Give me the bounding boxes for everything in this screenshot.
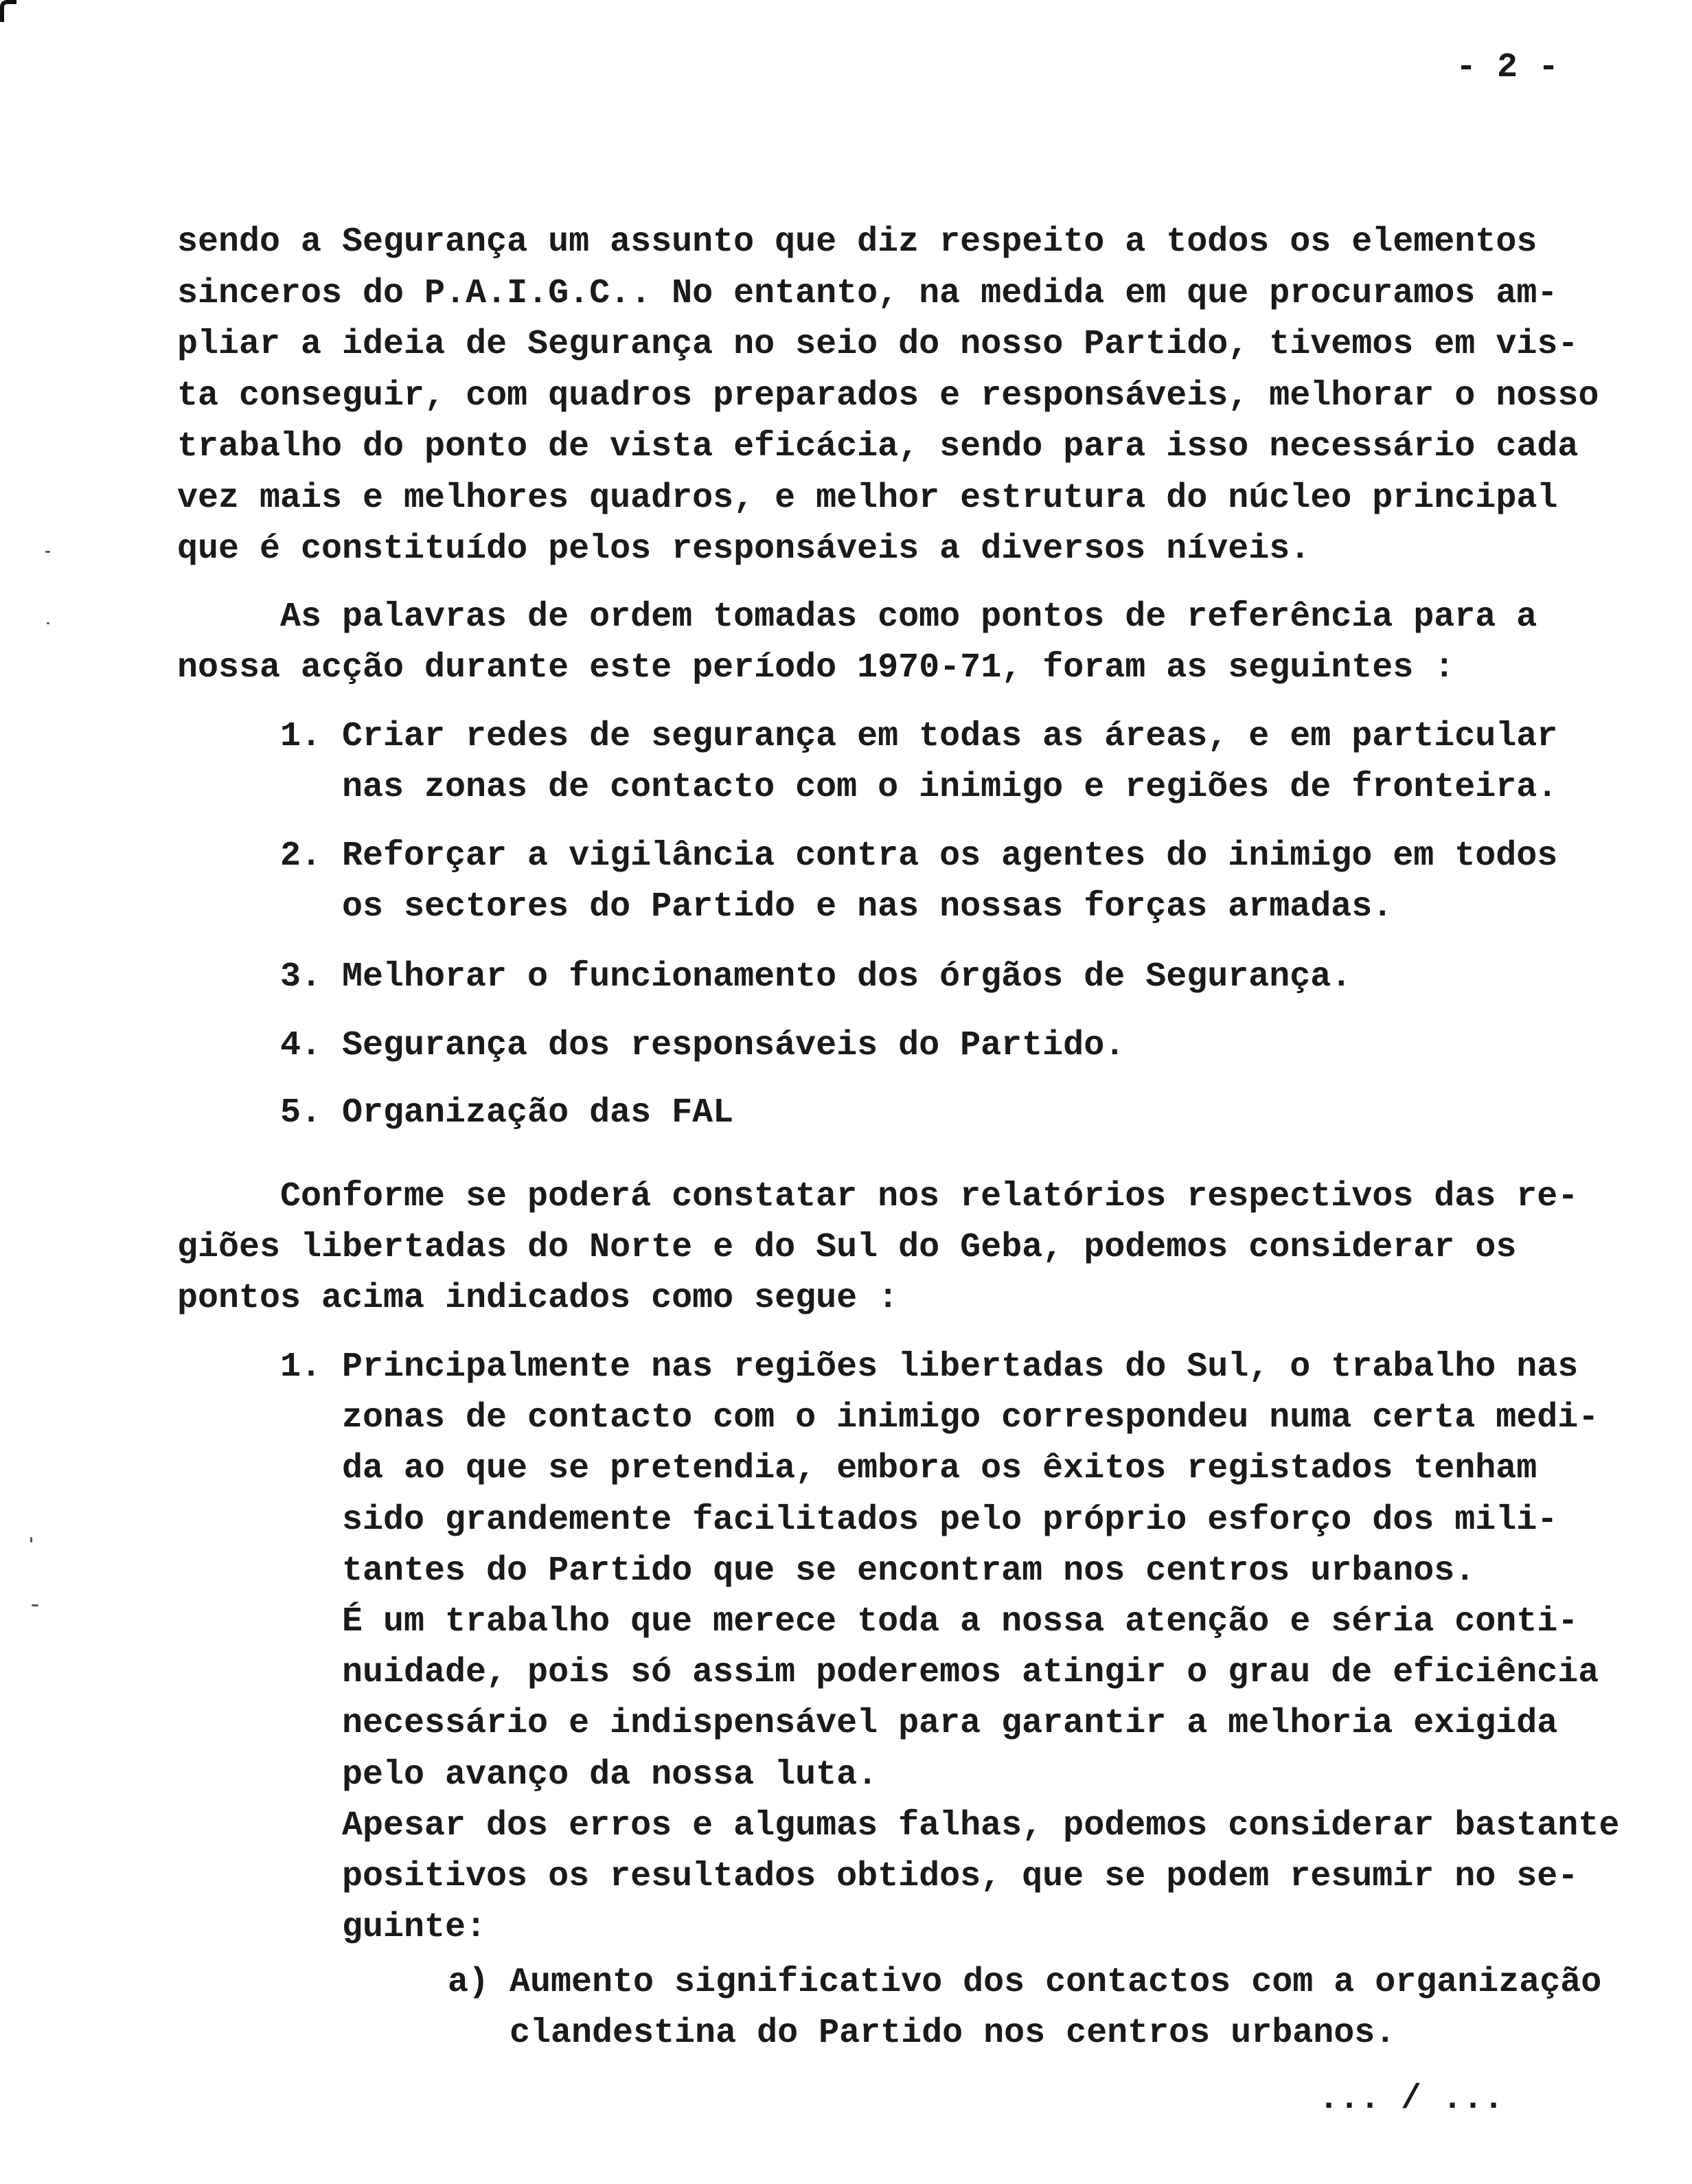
point-line: pelo avanço da nossa luta.: [280, 1755, 878, 1795]
scan-speck: [30, 1537, 32, 1543]
point-line: necessário e indispensável para garantir a melhoria exigida: [280, 1704, 1558, 1744]
continuation-marker: ... / ...: [1318, 2080, 1505, 2119]
watchword-item-line: 5. Organização das FAL: [280, 1093, 734, 1133]
paragraph-line: Conforme se poderá constatar nos relatórios respectivos das re-: [280, 1177, 1579, 1216]
point-line: É um trabalho que merece toda a nossa atenção e séria conti-: [280, 1602, 1579, 1641]
paragraph-line: vez mais e melhores quadros, e melhor estrutura do núcleo principal: [177, 478, 1558, 518]
page-number: - 2 -: [1456, 48, 1559, 87]
point-line: zonas de contacto com o inimigo correspondeu numa certa medi-: [280, 1398, 1599, 1438]
watchword-item-line: os sectores do Partido e nas nossas forças armadas.: [280, 887, 1393, 926]
point-line: Apesar dos erros e algumas falhas, podemos considerar bastante: [280, 1806, 1620, 1845]
subpoint-line: clandestina do Partido nos centros urbanos.: [448, 2014, 1396, 2053]
watchword-item-line: 1. Criar redes de segurança em todas as áreas, e em particular: [280, 717, 1558, 756]
point-line: da ao que se pretendia, embora os êxitos registados tenham: [280, 1449, 1537, 1489]
paragraph-line: sendo a Segurança um assunto que diz respeito a todos os elementos: [177, 223, 1537, 262]
paragraph-line: sinceros do P.A.I.G.C.. No entanto, na medida em que procuramos am-: [177, 273, 1558, 313]
scan-speck: [45, 551, 50, 553]
watchword-item-line: 3. Melhorar o funcionamento dos órgãos de Segurança.: [280, 957, 1352, 997]
point-line: positivos os resultados obtidos, que se podem resumir no se-: [280, 1857, 1579, 1896]
paragraph-line: pliar a ideia de Segurança no seio do nosso Partido, tivemos em vis-: [177, 325, 1579, 364]
scan-speck: [47, 622, 49, 624]
point-line: guinte:: [280, 1908, 487, 1948]
paragraph-line: As palavras de ordem tomadas como pontos de referência para a: [280, 598, 1537, 637]
paragraph-line: que é constituído pelos responsáveis a diversos níveis.: [177, 530, 1311, 569]
watchword-item-line: 2. Reforçar a vigilância contra os agentes do inimigo em todos: [280, 837, 1558, 876]
paragraph-line: ta conseguir, com quadros preparados e responsáveis, melhorar o nosso: [177, 376, 1599, 416]
watchword-item-line: 4. Segurança dos responsáveis do Partido.: [280, 1026, 1125, 1065]
subpoint-line: a) Aumento significativo dos contactos com a organização: [448, 1963, 1602, 2002]
paragraph-line: pontos acima indicados como segue :: [177, 1279, 899, 1318]
paragraph-line: trabalho do ponto de vista eficácia, sendo para isso necessário cada: [177, 427, 1579, 466]
watchword-item-line: nas zonas de contacto com o inimigo e regiões de fronteira.: [280, 768, 1558, 807]
point-line: sido grandemente facilitados pelo próprio esforço dos mili-: [280, 1500, 1558, 1540]
corner-scan-mark: [0, 0, 16, 22]
point-line: nuidade, pois só assim poderemos atingir o grau de eficiência: [280, 1653, 1599, 1693]
scan-speck: [32, 1604, 38, 1606]
paragraph-line: nossa acção durante este período 1970-71, foram as seguintes :: [177, 648, 1455, 687]
point-line: tantes do Partido que se encontram nos centros urbanos.: [280, 1551, 1476, 1591]
paragraph-line: giões libertadas do Norte e do Sul do Geba, podemos considerar os: [177, 1228, 1517, 1267]
point-line: 1. Principalmente nas regiões libertadas do Sul, o trabalho nas: [280, 1347, 1579, 1387]
